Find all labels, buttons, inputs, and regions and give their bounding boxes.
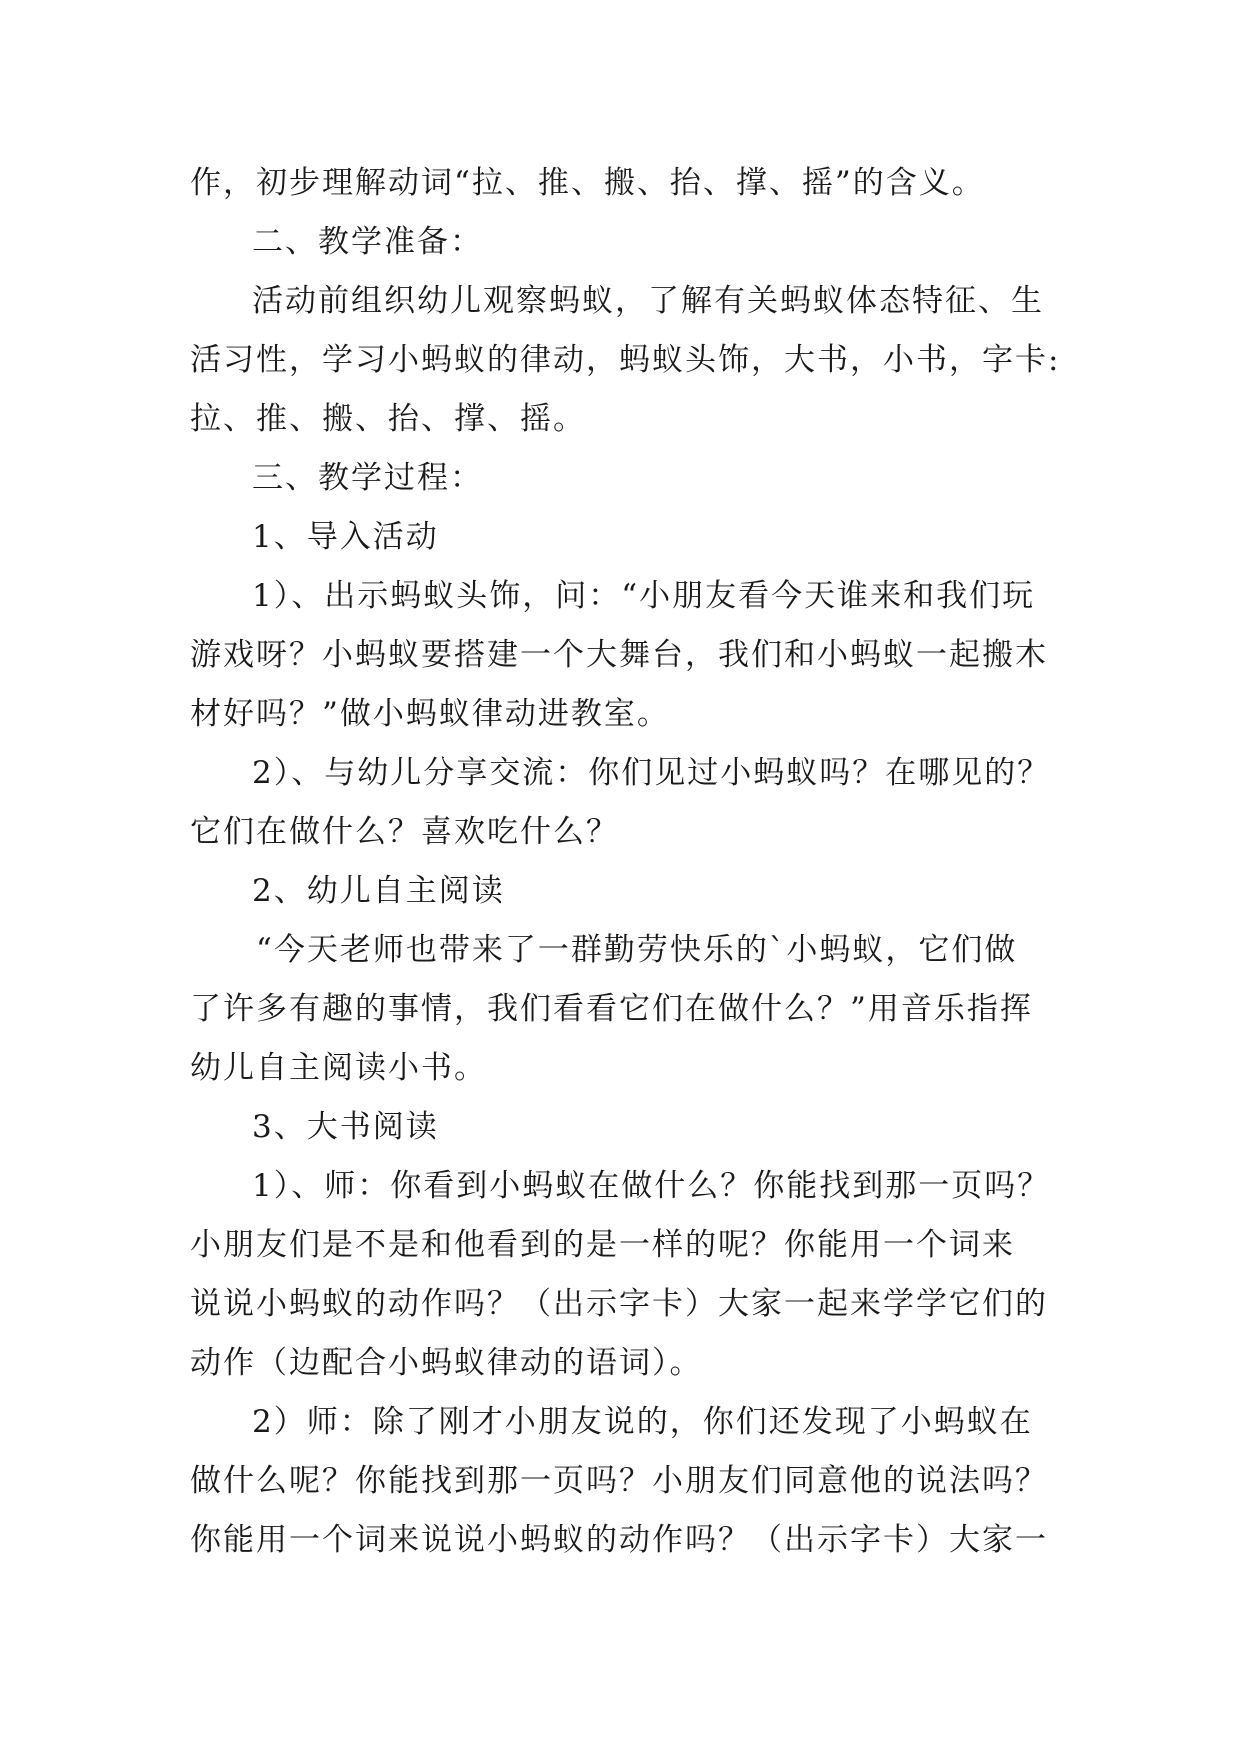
section-heading-preparation: 二、教学准备： xyxy=(252,224,483,260)
text-line: 活动前组织幼儿观察蚂蚁，了解有关蚂蚁体态特征、生 xyxy=(252,283,1044,319)
text-line: 幼儿自主阅读小书。 xyxy=(190,1050,487,1086)
subsection-heading-intro: 1、导入活动 xyxy=(252,519,439,555)
text-line: 你能用一个词来说说小蚂蚁的动作吗？（出示字卡）大家一 xyxy=(190,1522,1048,1558)
text-line: 2）师：除了刚才小朋友说的，你们还发现了小蚂蚁在 xyxy=(252,1404,1033,1440)
text-line: 它们在做什么？喜欢吃什么？ xyxy=(190,814,619,850)
text-line: 说说小蚂蚁的动作吗？（出示字卡）大家一起来学学它们的 xyxy=(190,1286,1048,1322)
text-line: 作，初步理解动词“拉、推、搬、抬、撑、摇”的含义。 xyxy=(190,165,985,201)
text-line: 1）、出示蚂蚁头饰，问：“小朋友看今天谁来和我们玩 xyxy=(252,578,1036,614)
text-line: 2）、与幼儿分享交流：你们见过小蚂蚁吗？在哪见的？ xyxy=(252,755,1051,791)
text-line: 游戏呀？小蚂蚁要搭建一个大舞台，我们和小蚂蚁一起搬木 xyxy=(190,637,1048,673)
section-heading-process: 三、教学过程： xyxy=(252,460,483,496)
text-line: 动作（边配合小蚂蚁律动的语词）。 xyxy=(190,1345,703,1381)
text-line: 拉、推、搬、抬、撑、摇。 xyxy=(190,401,586,437)
text-line: “今天老师也带来了一群勤劳快乐的`小蚂蚁，它们做 xyxy=(256,932,1018,968)
text-line: 做什么呢？你能找到那一页吗？小朋友们同意他的说法吗？ xyxy=(190,1463,1048,1499)
text-line: 材好吗？”做小蚂蚁律动进教室。 xyxy=(190,696,670,732)
text-line: 活习性，学习小蚂蚁的律动，蚂蚁头饰，大书，小书，字卡: xyxy=(190,342,1061,378)
subsection-heading-reading: 2、幼儿自主阅读 xyxy=(252,873,505,909)
text-line: 1）、师：你看到小蚂蚁在做什么？你能找到那一页吗？ xyxy=(252,1168,1051,1204)
text-line: 小朋友们是不是和他看到的是一样的呢？你能用一个词来 xyxy=(190,1227,1015,1263)
subsection-heading-big-book: 3、大书阅读 xyxy=(252,1109,439,1145)
document-body xyxy=(190,154,1061,1570)
text-line: 了许多有趣的事情，我们看看它们在做什么？”用音乐指挥 xyxy=(190,991,1033,1027)
